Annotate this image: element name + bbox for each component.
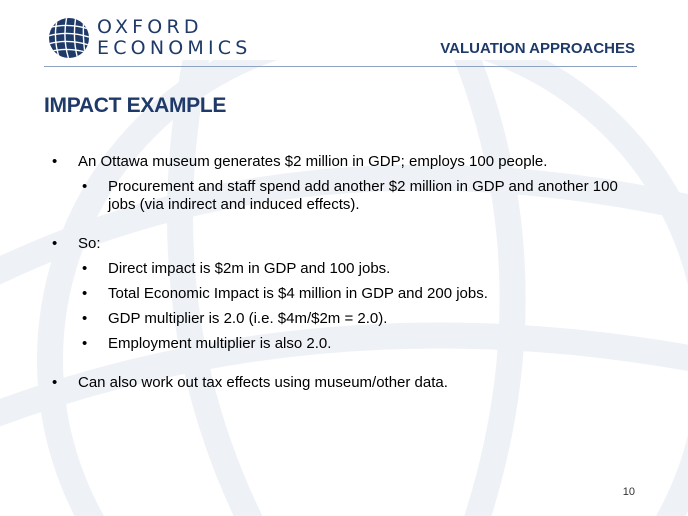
- sub-bullet-item: [48, 260, 648, 278]
- bullet-item: [48, 374, 648, 392]
- bullet-item: [48, 235, 648, 253]
- bullet-marker: •: [52, 374, 58, 391]
- bullet-marker: •: [82, 260, 88, 277]
- oxford-economics-logo: [48, 16, 252, 60]
- section-title: VALUATION APPROACHES: [440, 40, 635, 57]
- bullet-marker: •: [82, 285, 88, 302]
- bullet-marker: •: [52, 153, 58, 170]
- header-divider: [44, 66, 637, 67]
- sub-bullet-item: [48, 335, 648, 353]
- sub-bullet-item: [48, 178, 648, 214]
- sub-bullet-item: [48, 285, 648, 303]
- bullet-text: Employment multiplier is also 2.0.: [108, 335, 332, 352]
- bullet-text: Procurement and staff spend add another $2 million in GDP and another 100 jobs (via indirect and induced effects).: [108, 178, 618, 213]
- bullet-text: So:: [78, 235, 101, 252]
- bullet-marker: •: [52, 235, 58, 252]
- bullet-text: Direct impact is $2m in GDP and 100 jobs.: [108, 260, 391, 277]
- bullet-marker: •: [82, 310, 88, 327]
- logo-text-oxford: OXFORD: [97, 16, 203, 38]
- bullet-text: Can also work out tax effects using museum/other data.: [78, 374, 448, 391]
- globe-logo-icon: [48, 16, 92, 60]
- bullet-item: [48, 153, 648, 171]
- bullet-list: [48, 153, 648, 392]
- bullet-marker: •: [82, 335, 88, 352]
- logo-text-economics: ECONOMICS: [97, 37, 252, 59]
- bullet-text: An Ottawa museum generates $2 million in GDP; employs 100 people.: [78, 153, 548, 170]
- bullet-text: GDP multiplier is 2.0 (i.e. $4m/$2m = 2.0).: [108, 310, 388, 327]
- sub-bullet-item: [48, 310, 648, 328]
- bullet-marker: •: [82, 178, 88, 195]
- bullet-text: Total Economic Impact is $4 million in GDP and 200 jobs.: [108, 285, 488, 302]
- slide-title: IMPACT EXAMPLE: [44, 94, 227, 117]
- page-number: 10: [622, 486, 635, 498]
